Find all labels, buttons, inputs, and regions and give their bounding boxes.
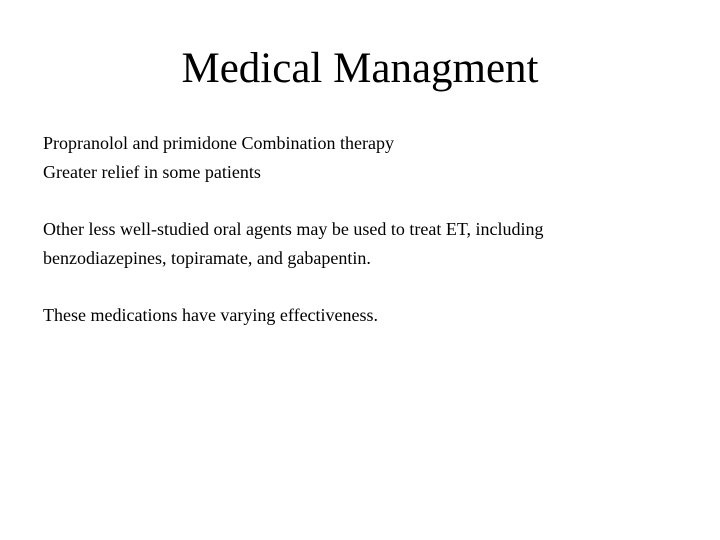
slide-body — [43, 129, 683, 330]
paragraph-spacer — [43, 187, 683, 215]
text-line: Propranolol and primidone Combination therapy — [43, 133, 394, 153]
text-line: benzodiazepines, topiramate, and gabapentin. — [43, 248, 371, 268]
paragraph-spacer — [43, 273, 683, 301]
text-line: These medications have varying effectiveness. — [43, 305, 379, 325]
paragraph-other-agents — [43, 215, 683, 273]
paragraph-effectiveness — [43, 301, 683, 330]
text-line: Other less well-studied oral agents may be used to treat ET, including — [43, 219, 544, 239]
slide-title: Medical Managment — [181, 45, 539, 92]
text-line: Greater relief in some patients — [43, 162, 261, 182]
paragraph-combination-therapy — [43, 129, 683, 187]
